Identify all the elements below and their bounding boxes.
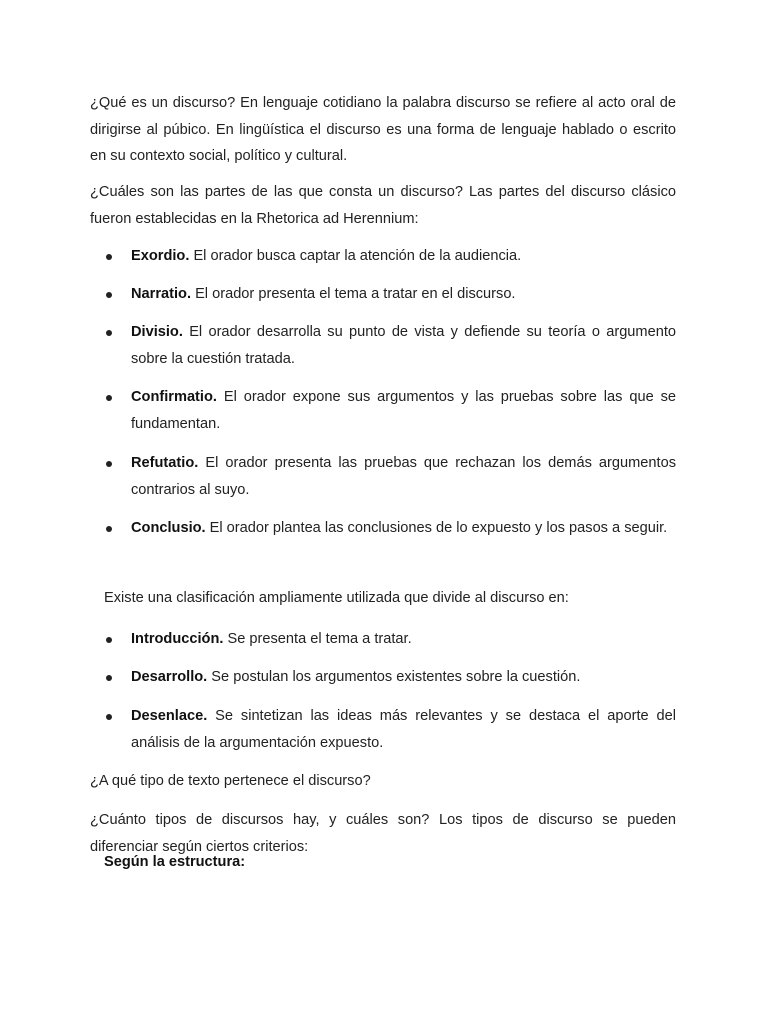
definition: El orador presenta el tema a tratar en el discurso. <box>191 286 516 302</box>
list-item-introduccion <box>131 626 676 653</box>
list-item-divisio <box>131 319 676 373</box>
list-item-desarrollo <box>131 664 676 691</box>
bullet-icon <box>106 395 112 401</box>
bullet-icon <box>106 675 112 681</box>
list-item-exordio <box>131 243 676 270</box>
definition: El orador presenta las pruebas que rechazan los demás argumentos contrarios al suyo. <box>131 455 676 498</box>
definition: El orador plantea las conclusiones de lo expuesto y los pasos a seguir. <box>205 520 668 536</box>
term: Refutatio. <box>131 455 199 471</box>
classification-intro: Existe una clasificación ampliamente utilizada que divide al discurso en: <box>104 590 569 606</box>
term: Divisio. <box>131 324 183 340</box>
question-text-type: ¿A qué tipo de texto pertenece el discurso? <box>90 773 371 789</box>
bullet-icon <box>106 637 112 643</box>
term: Conclusio. <box>131 520 206 536</box>
term: Confirmatio. <box>131 389 217 405</box>
bullet-icon <box>106 254 112 260</box>
list-item-confirmatio <box>131 384 676 438</box>
bullet-icon <box>106 526 112 532</box>
term: Exordio. <box>131 248 190 264</box>
definition: El orador desarrolla su punto de vista y defiende su teoría o argumento sobre la cuestión tratada. <box>131 324 676 367</box>
term: Introducción. <box>131 631 224 647</box>
definition: Se presenta el tema a tratar. <box>223 631 412 647</box>
bullet-icon <box>106 330 112 336</box>
definition: El orador expone sus argumentos y las pruebas sobre las que se fundamentan. <box>131 389 676 432</box>
definition: Se sintetizan las ideas más relevantes y se destaca el aporte del análisis de la argumentación expuesto. <box>131 708 676 751</box>
intro-paragraph-parts: ¿Cuáles son las partes de las que consta un discurso? Las partes del discurso clásico fueron establecidas en la Rhetorica ad Herennium: <box>90 184 676 227</box>
list-item-conclusio <box>131 515 676 542</box>
list-item-desenlace <box>131 703 676 757</box>
list-item-refutatio <box>131 450 676 504</box>
bullet-icon <box>106 714 112 720</box>
list-item-narratio <box>131 281 676 308</box>
question-discourse-types: ¿Cuánto tipos de discursos hay, y cuáles son? Los tipos de discurso se pueden diferenciar según ciertos criterios: <box>90 812 676 855</box>
term: Desarrollo. <box>131 669 208 685</box>
bullet-icon <box>106 461 112 467</box>
definition: El orador busca captar la atención de la audiencia. <box>189 248 522 264</box>
term: Narratio. <box>131 286 192 302</box>
bullet-icon <box>106 292 112 298</box>
definition: Se postulan los argumentos existentes sobre la cuestión. <box>207 669 581 685</box>
intro-paragraph-what-is: ¿Qué es un discurso? En lenguaje cotidiano la palabra discurso se refiere al acto oral de dirigirse al púbico. En lingüística el discurso es una forma de lenguaje hablado o escrito en su contexto social, político y cultural. <box>90 95 676 164</box>
term: Desenlace. <box>131 708 208 724</box>
section-heading: Según la estructura: <box>104 854 246 870</box>
